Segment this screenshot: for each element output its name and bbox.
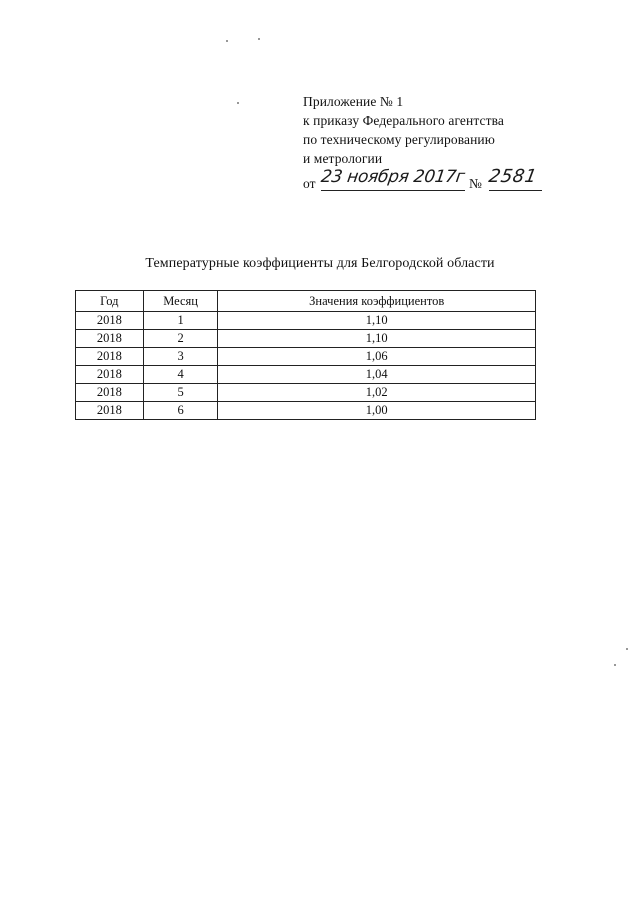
header-month: Месяц (143, 291, 218, 312)
annex-order-line: к приказу Федерального агентства (303, 113, 504, 128)
cell-month: 6 (143, 402, 218, 420)
cell-month: 3 (143, 348, 218, 366)
annex-header (303, 92, 539, 192)
cell-year: 2018 (76, 312, 144, 330)
cell-value: 1,04 (218, 366, 536, 384)
document-title: Температурные коэффициенты для Белгородской области (145, 256, 495, 271)
handwritten-date: 23 ноября 2017г (319, 167, 466, 187)
cell-year: 2018 (76, 330, 144, 348)
table-row (76, 384, 536, 402)
cell-year: 2018 (76, 402, 144, 420)
cell-value: 1,02 (218, 384, 536, 402)
scan-speck (226, 40, 228, 42)
header-year: Год (76, 291, 144, 312)
annex-metrology-line: и метрологии (303, 151, 383, 166)
table-row (76, 312, 536, 330)
annex-date-line (303, 166, 539, 192)
header-values: Значения коэффициентов (218, 291, 536, 312)
scan-speck (237, 102, 239, 104)
cell-value: 1,06 (218, 348, 536, 366)
number-prefix: № (469, 176, 482, 191)
table-header-row (76, 291, 536, 312)
table-row (76, 402, 536, 420)
scan-speck (614, 664, 616, 666)
date-prefix: от (303, 176, 316, 191)
table-row (76, 330, 536, 348)
cell-month: 2 (143, 330, 218, 348)
cell-month: 1 (143, 312, 218, 330)
cell-value: 1,10 (218, 330, 536, 348)
cell-value: 1,00 (218, 402, 536, 420)
cell-year: 2018 (76, 384, 144, 402)
cell-year: 2018 (76, 348, 144, 366)
cell-value: 1,10 (218, 312, 536, 330)
scan-speck (626, 648, 628, 650)
cell-month: 4 (143, 366, 218, 384)
annex-title: Приложение № 1 (303, 94, 404, 109)
table-row (76, 366, 536, 384)
coefficients-table (75, 290, 536, 420)
scan-speck (258, 38, 260, 40)
handwritten-number: 2581 (487, 166, 539, 187)
number-underline (489, 190, 542, 191)
cell-month: 5 (143, 384, 218, 402)
annex-agency-line: по техническому регулированию (303, 132, 495, 147)
date-underline (321, 190, 465, 191)
table-row (76, 348, 536, 366)
cell-year: 2018 (76, 366, 144, 384)
